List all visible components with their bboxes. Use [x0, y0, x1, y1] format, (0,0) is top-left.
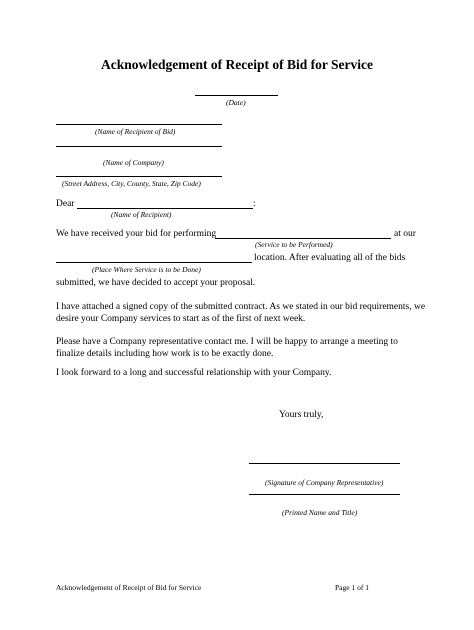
paragraph-contact: Please have a Company representative contact me. I will be happy to arrange a meeting to finalize details including how work is to be exactly done. — [56, 337, 398, 359]
closing-phrase: Yours truly, — [279, 410, 324, 420]
recipient-name-line[interactable] — [56, 124, 222, 125]
place-line[interactable] — [56, 262, 252, 263]
document-title: Acknowledgement of Receipt of Bid for Service — [101, 57, 373, 72]
printed-name-line[interactable] — [249, 494, 400, 495]
service-line[interactable] — [215, 238, 391, 239]
bid-text-part2: at our — [394, 229, 416, 239]
footer-title: Acknowledgement of Receipt of Bid for Service — [56, 583, 202, 592]
place-caption: (Place Where Service is to be Done) — [92, 265, 201, 274]
paragraph-contract: I have attached a signed copy of the submitted contract. As we stated in our bid requirements, we desire your Company services to start as of the first of next week. — [56, 302, 426, 324]
salutation-colon: : — [253, 199, 256, 209]
footer-page-number: Page 1 of 1 — [335, 583, 369, 592]
address-line[interactable] — [56, 176, 222, 177]
date-line[interactable] — [195, 95, 278, 96]
signature-caption: (Signature of Company Representative) — [265, 478, 384, 487]
bid-text-part4: submitted, we have decided to accept your proposal. — [56, 278, 256, 288]
bid-text-part1: We have received your bid for performing — [56, 229, 217, 239]
bid-text-part3: location. After evaluating all of the bids — [254, 253, 406, 263]
salutation-dear: Dear — [56, 199, 75, 209]
address-caption: (Street Address, City, County, State, Zip Code) — [62, 179, 201, 188]
recipient-line[interactable] — [77, 208, 253, 209]
paragraph-closing: I look forward to a long and successful relationship with your Company. — [56, 368, 332, 378]
recipient-name-caption: (Name of Recipient of Bid) — [95, 127, 176, 136]
signature-line[interactable] — [249, 463, 400, 464]
company-name-line[interactable] — [56, 146, 222, 147]
date-caption: (Date) — [226, 98, 246, 107]
recipient-caption: (Name of Recipient) — [111, 210, 172, 219]
service-caption: (Service to be Performed) — [255, 240, 333, 249]
printed-name-caption: (Printed Name and Title) — [282, 508, 358, 517]
company-name-caption: (Name of Company) — [103, 158, 164, 167]
